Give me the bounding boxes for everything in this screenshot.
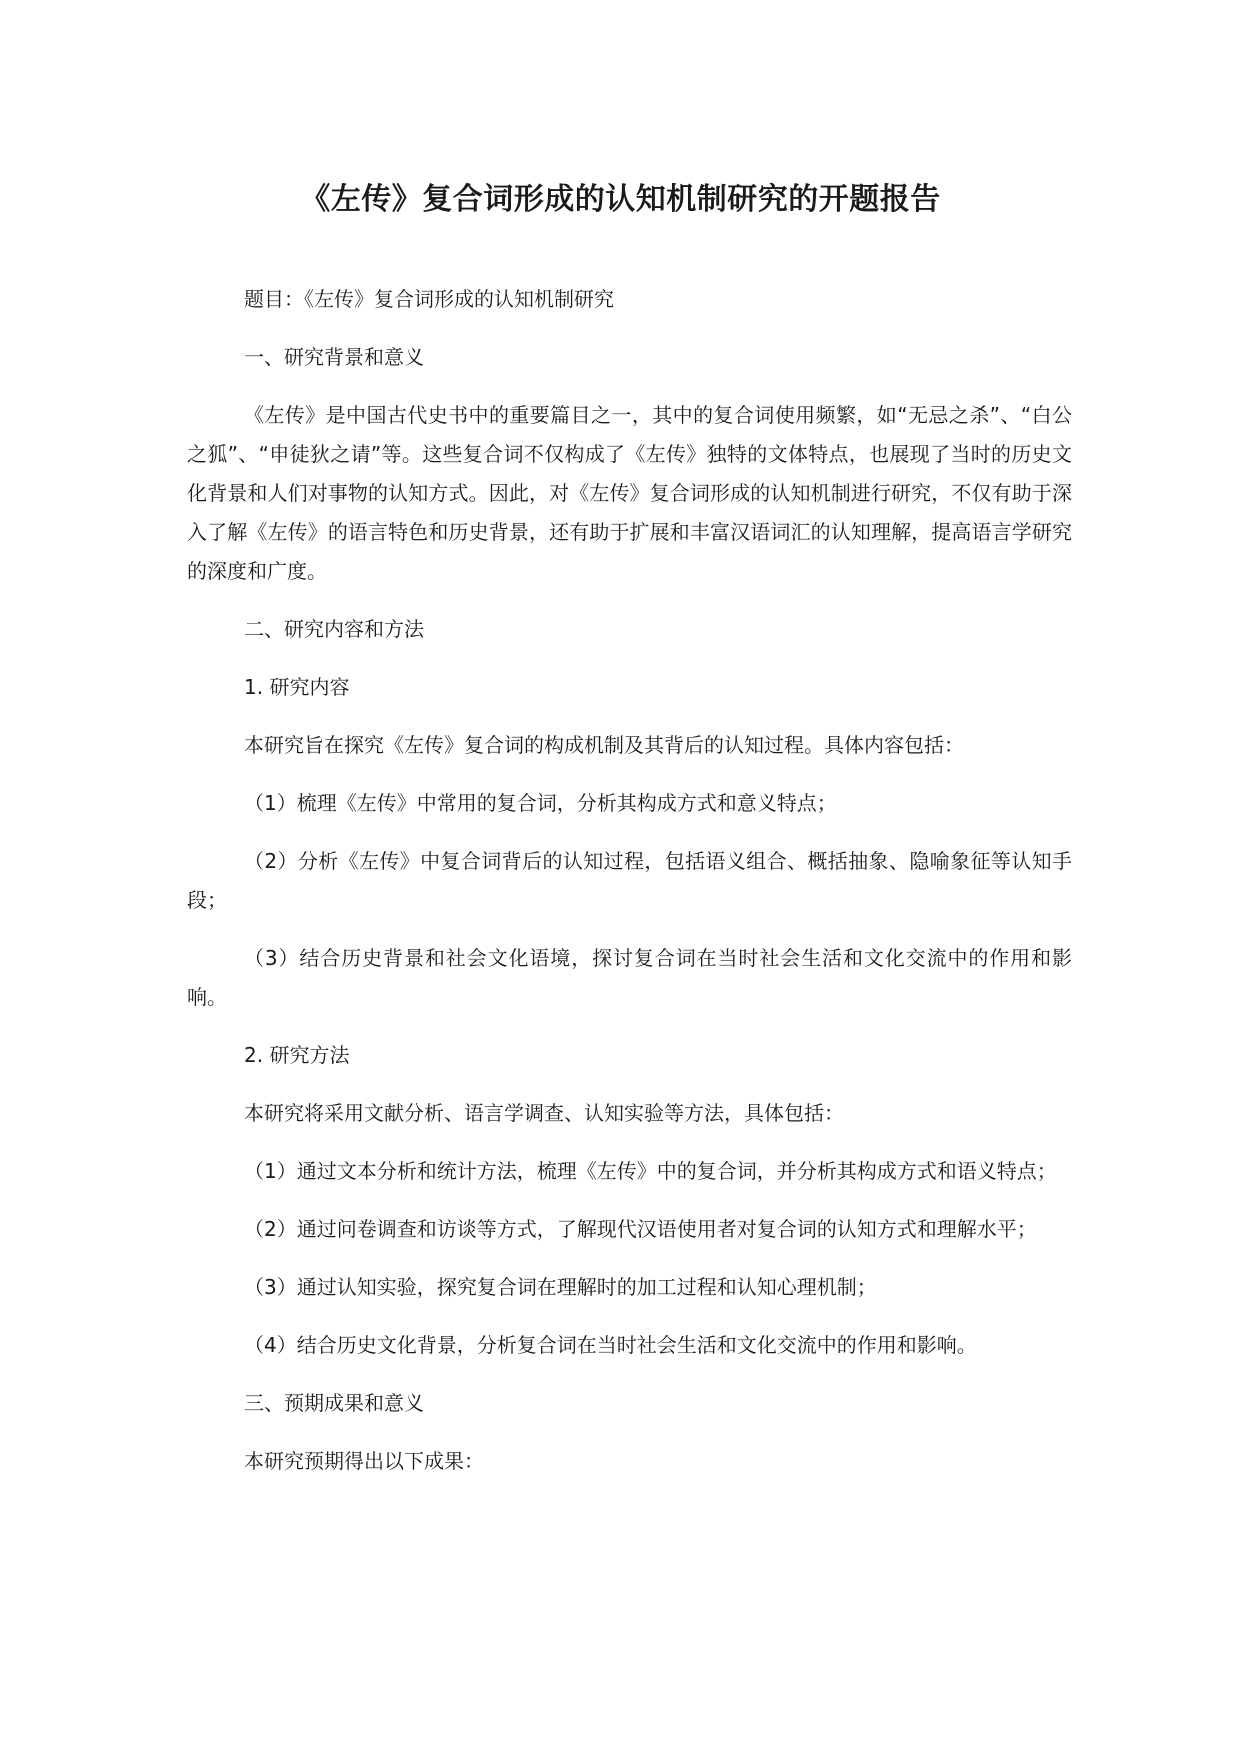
- list-item-content-3: （3）结合历史背景和社会文化语境，探讨复合词在当时社会生活和文化交流中的作用和影响。: [187, 946, 1072, 1009]
- document-title: 《左传》复合词形成的认知机制研究的开题报告: [300, 182, 941, 217]
- paragraph-outcomes-intro: 本研究预期得出以下成果：: [244, 1449, 484, 1473]
- subheading-method: 2. 研究方法: [244, 1043, 350, 1067]
- document-body: [187, 280, 1072, 1500]
- list-item-method-4: （4）结合历史文化背景，分析复合词在当时社会生活和文化交流中的作用和影响。: [244, 1333, 977, 1357]
- paragraph-topic: 题目：《左传》复合词形成的认知机制研究: [244, 287, 614, 311]
- list-item-method-2: （2）通过问卷调查和访谈等方式，了解现代汉语使用者对复合词的认知方式和理解水平；: [244, 1217, 1037, 1241]
- subheading-content: 1. 研究内容: [244, 675, 350, 699]
- paragraph-method-intro: 本研究将采用文献分析、语言学调查、认知实验等方法，具体包括：: [244, 1101, 844, 1125]
- list-item-content-2: （2）分析《左传》中复合词背后的认知过程，包括语义组合、概括抽象、隐喻象征等认知手段；: [187, 849, 1072, 912]
- heading-outcomes: 三、预期成果和意义: [244, 1391, 424, 1415]
- list-item-method-1: （1）通过文本分析和统计方法，梳理《左传》中的复合词，并分析其构成方式和语义特点；: [244, 1159, 1057, 1183]
- heading-content-method: 二、研究内容和方法: [244, 617, 424, 641]
- list-item-content-1: （1）梳理《左传》中常用的复合词，分析其构成方式和意义特点；: [244, 791, 837, 815]
- list-item-method-3: （3）通过认知实验，探究复合词在理解时的加工过程和认知心理机制；: [244, 1275, 877, 1299]
- paragraph-background: 《左传》是中国古代史书中的重要篇目之一，其中的复合词使用频繁，如“无忌之杀”、“白公之狐”、“申徒狄之请”等。这些复合词不仅构成了《左传》独特的文体特点，也展现了当时的历史文化背景和人们对事物的认知方式。因此，对《左传》复合词形成的认知机制进行研究，不仅有助于深入了解《左传》的语言特色和历史背景，还有助于扩展和丰富汉语词汇的认知理解，提高语言学研究的深度和广度。: [187, 403, 1072, 583]
- heading-background: 一、研究背景和意义: [244, 345, 424, 369]
- paragraph-content-intro: 本研究旨在探究《左传》复合词的构成机制及其背后的认知过程。具体内容包括：: [244, 733, 964, 757]
